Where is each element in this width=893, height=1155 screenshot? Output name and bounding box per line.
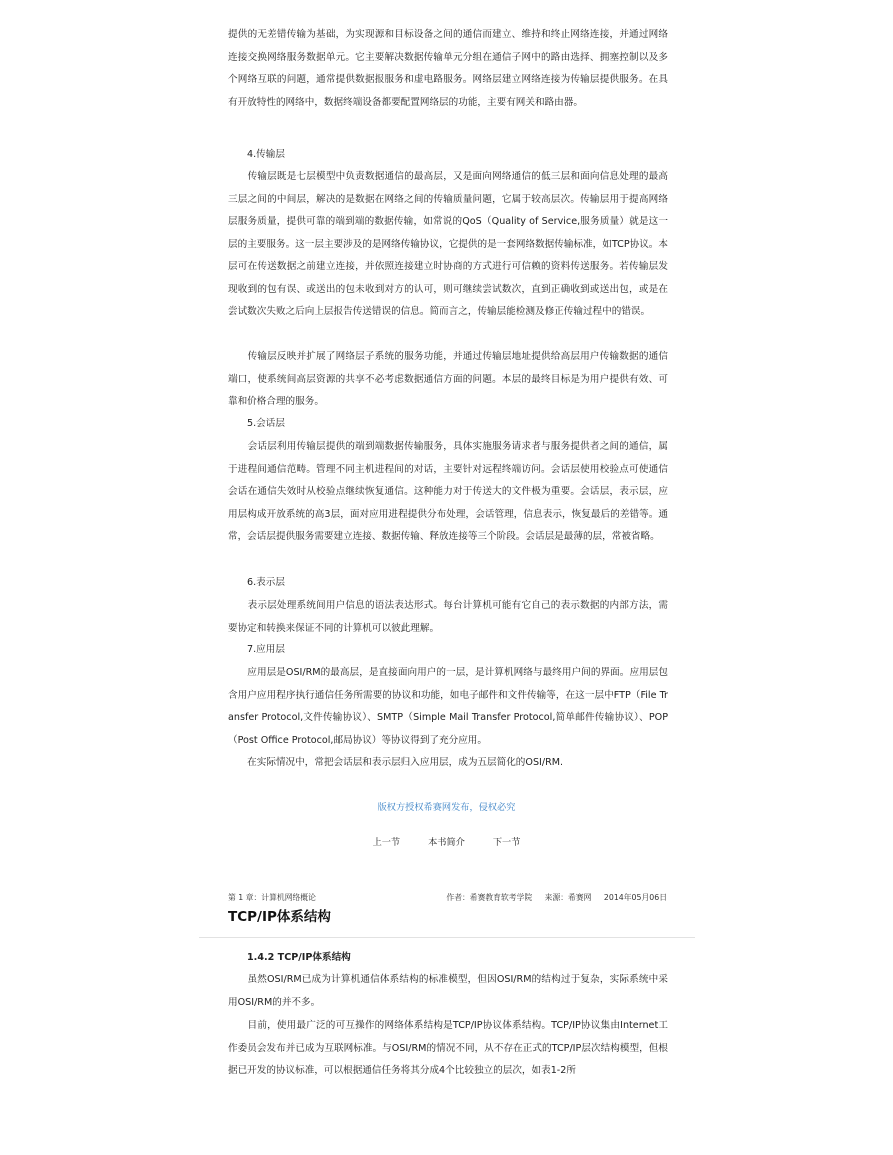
article-meta: [436, 892, 667, 903]
paragraph-network-layer: 提供的无差错传输为基础，为实现源和目标设备之间的通信而建立、维持和终止网络连接，并通过网络连接交换网络服务数据单元。它主要解决数据传输单元分组在通信子网中的路由选择、拥塞控制以及多个网络互联的问题，通常提供数据报服务和虚电路服务。网络层建立网络连接为传输层提供服务。在具有开放特性的网络中，数据终端设备都要配置网络层的功能，主要有网关和路由器。: [228, 29, 668, 108]
next-section-link[interactable]: 下一节: [492, 837, 521, 848]
paragraph-tcpip-2: 目前，使用最广泛的可互操作的网络体系结构是TCP/IP协议体系结构。TCP/IP协议集由Internet工作委员会发布并已成为互联网标准。与OSI/RM的情况不同，从不存在正式的TCP/IP层次结构模型，但根据已开发的协议标准，可以根据通信任务将其分成4个比较独立的层次，如表1-2所: [228, 1020, 668, 1076]
heading-transport-layer: 4.传输层: [247, 149, 285, 160]
page-navigation: [0, 834, 893, 848]
paragraph-transport-layer-1: 传输层既是七层模型中负责数据通信的最高层，又是面向网络通信的低三层和面向信息处理的最高三层之间的中间层，解决的是数据在网络之间的传输质量问题，它属于较高层次。传输层用于提高网络层服务质量，提供可靠的端到端的数据传输，如常说的QoS（Quality of Service,服务质量）就是这一层的主要服务。这一层主要涉及的是网络传输协议，它提供的是一套网络数据传输标准，如TCP协议。本层可在传送数据之前建立连接，并依照连接建立时协商的方式进行可信赖的资料传送服务。若传输层发现收到的包有误、或送出的包未收到对方的认可，则可继续尝试数次，直到正确收到或送出包，或是在尝试数次失败之后向上层报告传送错误的信息。简而言之，传输层能检测及修正传输过程中的错误。: [228, 171, 668, 317]
paragraph-transport-layer-2: 传输层反映并扩展了网络层子系统的服务功能，并通过传输层地址提供给高层用户传输数据的通信端口，使系统间高层资源的共享不必考虑数据通信方面的问题。本层的最终目标是为用户提供有效、可靠和价格合理的服务。: [228, 351, 668, 407]
article-title: TCP/IP体系结构: [228, 909, 331, 925]
paragraph-summary: 在实际情况中，常把会话层和表示层归入应用层，成为五层简化的OSI/RM.: [228, 757, 564, 768]
paragraph-presentation-layer: 表示层处理系统间用户信息的语法表达形式。每台计算机可能有它自己的表示数据的内部方法，需要协定和转换来保证不同的计算机可以彼此理解。: [228, 600, 668, 634]
paragraph-tcpip-1: 虽然OSI/RM已成为计算机通信体系结构的标准模型，但因OSI/RM的结构过于复杂，实际系统中采用OSI/RM的并不多。: [228, 974, 668, 1008]
book-intro-link[interactable]: 本书简介: [428, 837, 465, 848]
source-label: 来源：希赛网: [544, 893, 592, 902]
prev-section-link[interactable]: 上一节: [372, 837, 401, 848]
chapter-label: 第 1 章：计算机网络概论: [228, 893, 316, 902]
paragraph-application-layer: 应用层是OSI/RM的最高层，是直接面向用户的一层，是计算机网络与最终用户间的界面。应用层包含用户应用程序执行通信任务所需要的协议和功能，如电子邮件和文件传输等，在这一层中FTP（File Transfer Protocol,文件传输协议）、SMTP（Simple Mail Transfer Protocol,简单邮件传输协议）、POP（Post Office Protocol,邮局协议）等协议得到了充分应用。: [228, 667, 668, 746]
title-divider: [199, 937, 695, 938]
copyright-notice: 版权方授权希赛网发布，侵权必究: [377, 802, 516, 813]
heading-application-layer: 7.应用层: [247, 644, 285, 655]
heading-presentation-layer: 6.表示层: [247, 577, 285, 588]
author-label: 作者：希赛教育软考学院: [446, 893, 533, 902]
date-label: 2014年05月06日: [603, 893, 667, 902]
section-heading: 1.4.2 TCP/IP体系结构: [247, 952, 351, 963]
paragraph-session-layer: 会话层利用传输层提供的端到端数据传输服务，具体实施服务请求者与服务提供者之间的通信，属于进程间通信范畴。管理不同主机进程间的对话，主要针对远程终端访问。会话层使用校验点可使通信会话在通信失效时从校验点继续恢复通信。这种能力对于传送大的文件极为重要。会话层，表示层，应用层构成开放系统的高3层，面对应用进程提供分布处理，会话管理，信息表示，恢复最后的差错等。通常，会话层提供服务需要建立连接、数据传输、释放连接等三个阶段。会话层是最薄的层，常被省略。: [228, 441, 668, 542]
heading-session-layer: 5.会话层: [247, 418, 285, 429]
